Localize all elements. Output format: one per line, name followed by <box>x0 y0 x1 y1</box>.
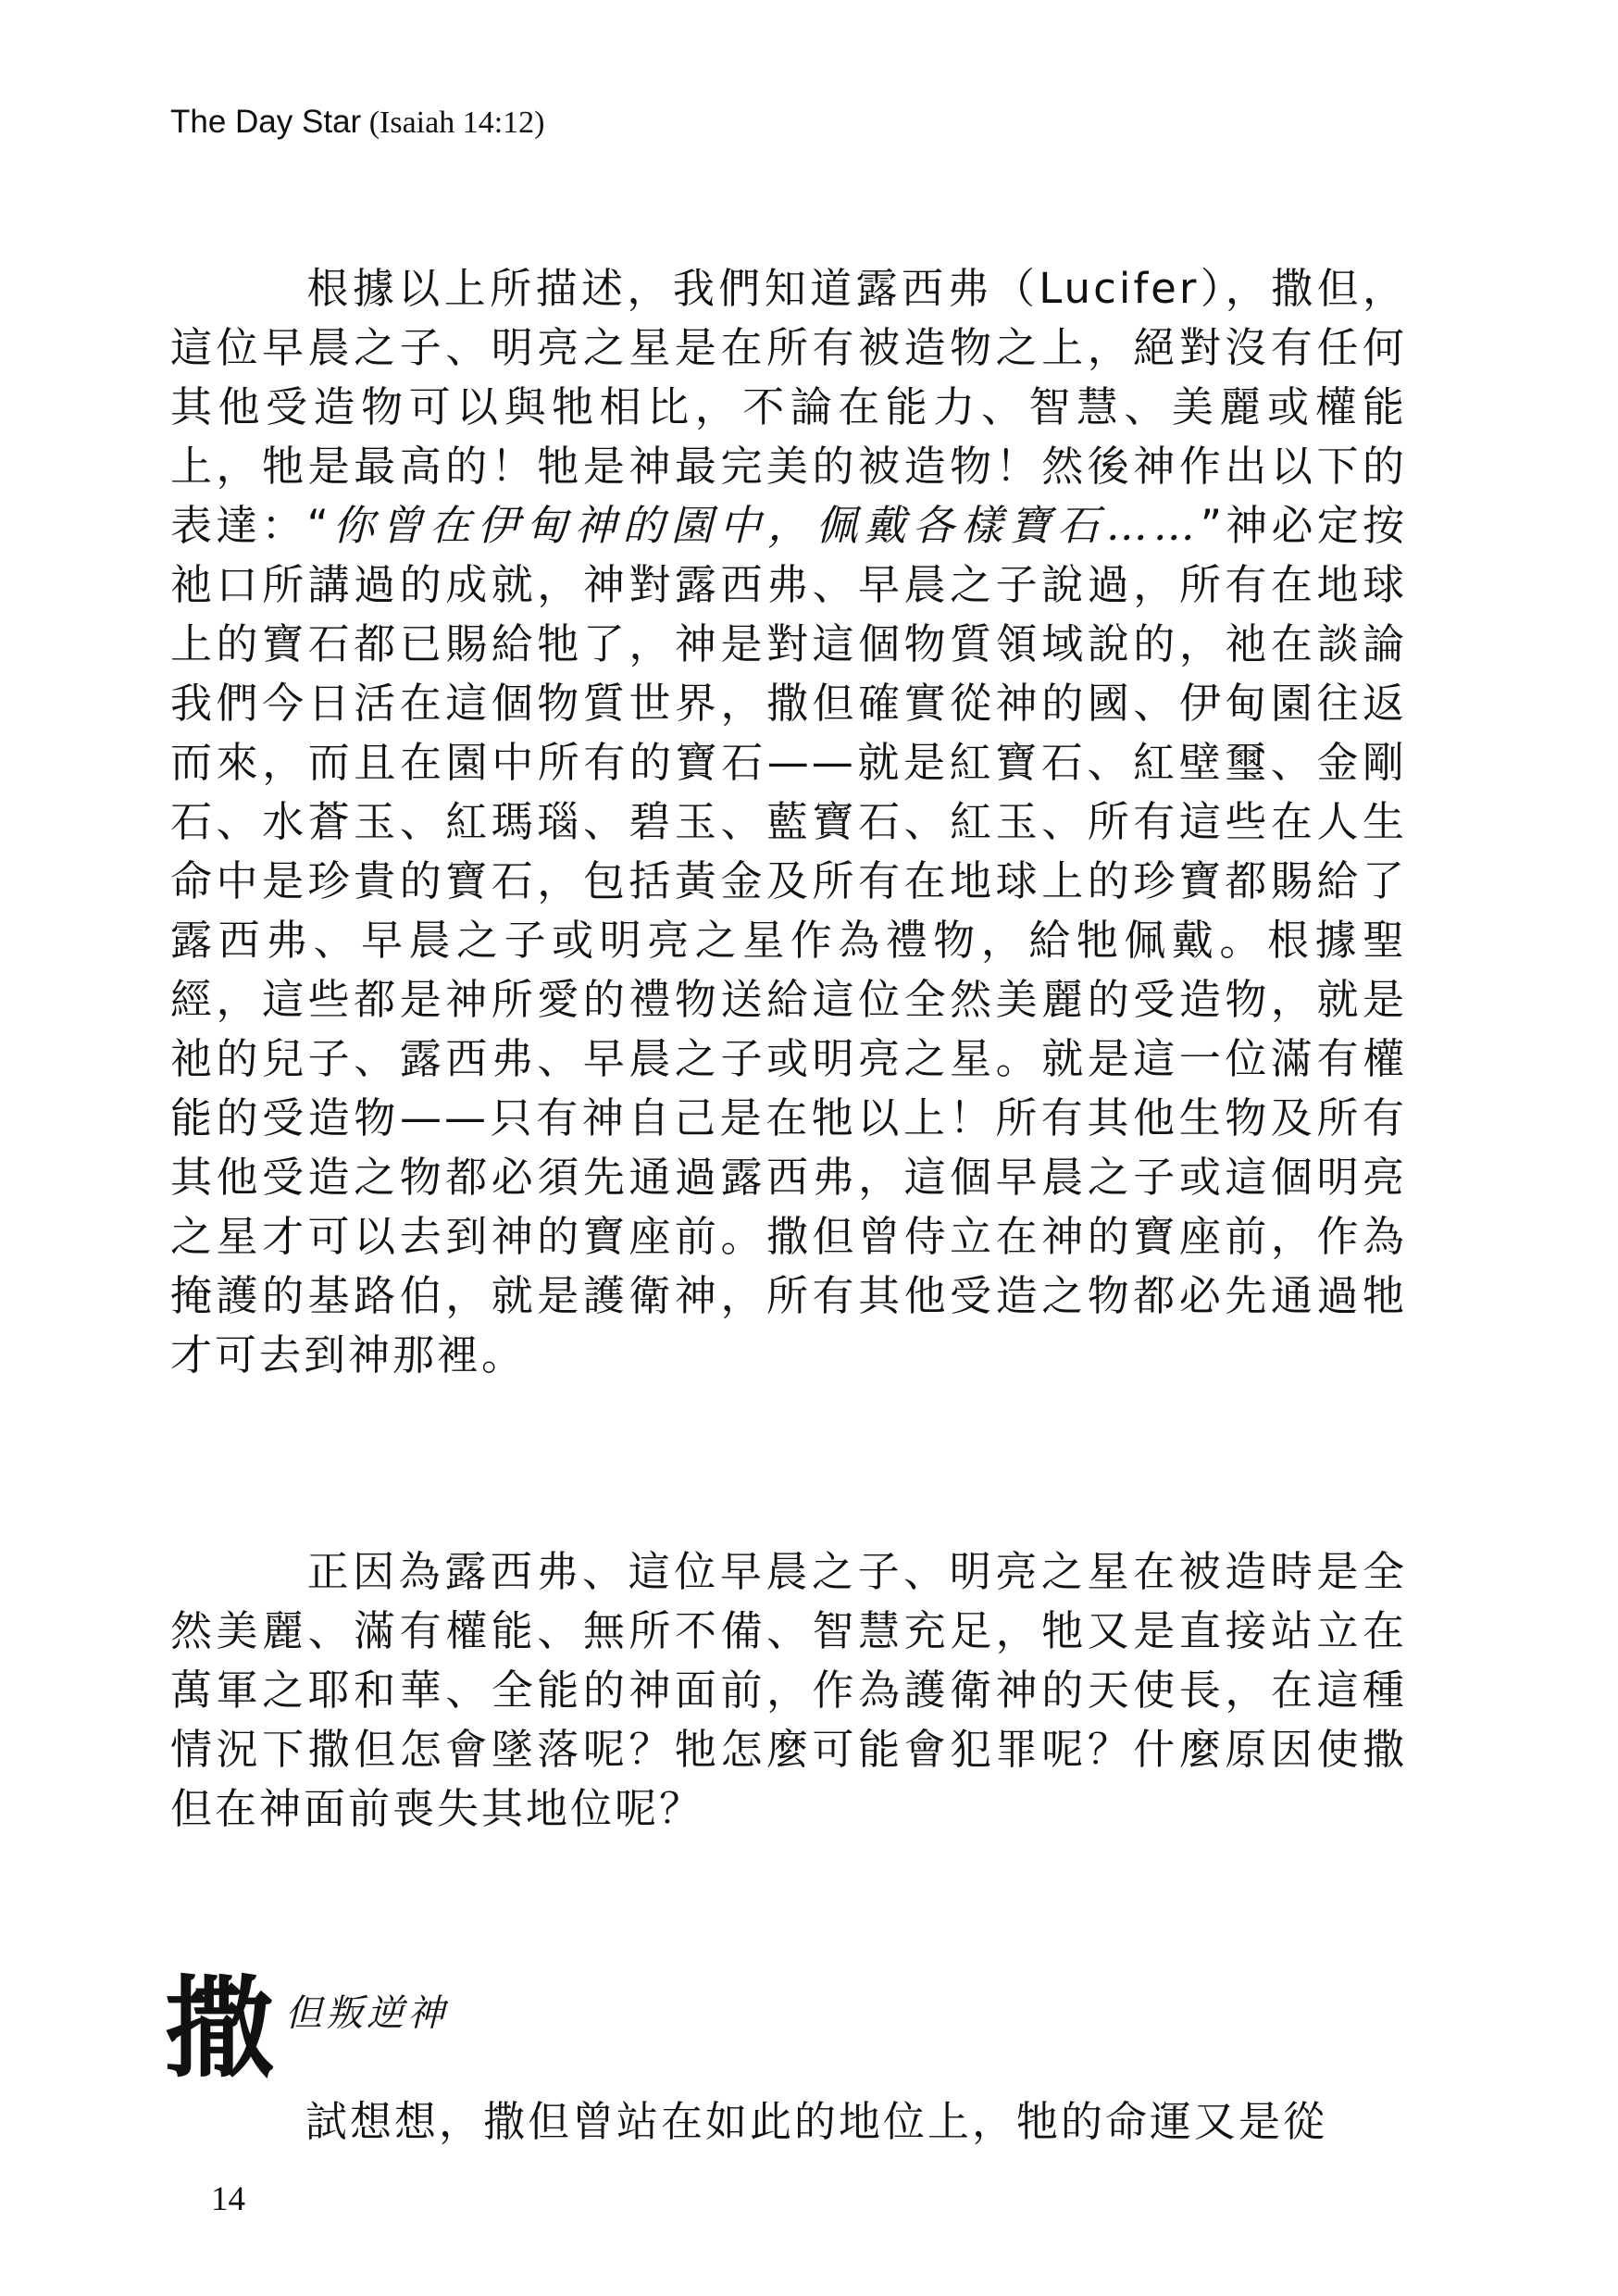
header-title: The Day Star <box>170 104 362 140</box>
running-header <box>170 100 544 145</box>
paragraph-3 <box>305 2092 1407 2152</box>
paragraph-1 <box>170 259 1407 1385</box>
paragraph-1-text-a: 根據以上所描述，我們知道露西弗（Lucifer），撒但，這位早晨之子、明亮之星是在所有被造物之上，絕對沒有任何其他受造物可以與牠相比，不論在能力、智慧、美麗或權能上，牠是最高的！牠是神最完美的被造物！然後神作出以下的表達：“ <box>170 264 1407 550</box>
section-heading: 但叛逆神 <box>285 1992 448 2035</box>
scripture-quote: 你曾在伊甸神的園中，佩戴各樣寶石…… <box>330 501 1201 550</box>
header-reference: (Isaiah 14:12) <box>361 106 545 140</box>
section-drop-cap: 撒 <box>165 1964 275 2092</box>
paragraph-2-text: 正因為露西弗、這位早晨之子、明亮之星在被造時是全然美麗、滿有權能、無所不備、智慧充足，牠又是直接站立在萬軍之耶和華、全能的神面前，作為護衛神的天使長，在這種情況下撒但怎會墜落呢？牠怎麼可能會犯罪呢？什麼原因使撒但在神面前喪失其地位呢？ <box>170 1547 1407 1833</box>
paragraph-2 <box>170 1542 1407 1839</box>
page-number: 14 <box>211 2180 245 2218</box>
paragraph-1-text-b: ”神必定按祂口所講過的成就，神對露西弗、早晨之子說過，所有在地球上的寶石都已賜給牠了，神是對這個物質領域說的，祂在談論我們今日活在這個物質世界，撒但確實從神的國、伊甸園往返而來，而且在園中所有的寶石——就是紅寶石、紅壁璽、金剛石、水蒼玉、紅瑪瑙、碧玉、藍寶石、紅玉、所有這些在人生命中是珍貴的寶石，包括黃金及所有在地球上的珍寶都賜給了露西弗、早晨之子或明亮之星作為禮物，給牠佩戴。根據聖經，這些都是神所愛的禮物送給這位全然美麗的受造物，就是祂的兒子、露西弗、早晨之子或明亮之星。就是這一位滿有權能的受造物——只有神自己是在牠以上！所有其他生物及所有其他受造之物都必須先通過露西弗，這個早晨之子或這個明亮之星才可以去到神的寶座前。撒但曾侍立在神的寶座前，作為掩護的基路伯，就是護衛神，所有其他受造之物都必先通過牠才可去到神那裡。 <box>170 501 1407 1379</box>
paragraph-3-text: 試想想，撒但曾站在如此的地位上，牠的命運又是從 <box>305 2097 1328 2146</box>
